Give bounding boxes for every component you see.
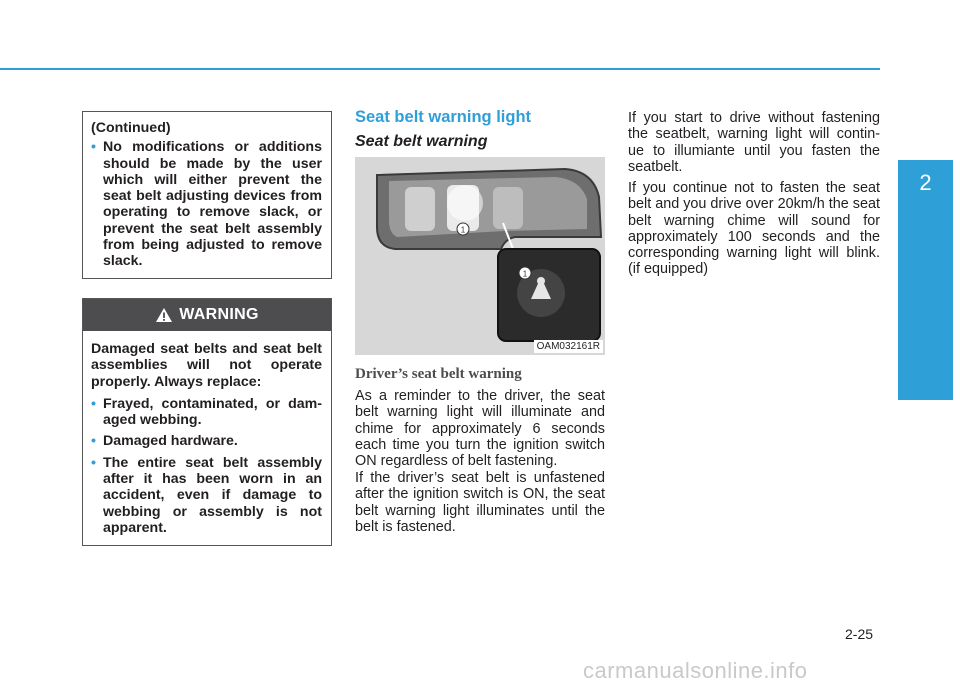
driver-paragraph-2: If the driver’s seat belt is unfastened after the ignition switch is ON, the seat belt warning light illuminates until the belt is fastened. [355, 470, 605, 535]
bullet-icon: • [91, 139, 96, 156]
continued-note-box [82, 111, 332, 279]
right-paragraph-1: If you start to drive without fastening the seatbelt, warning light will contin- ue to illumiante until you fasten the seatbelt. [628, 110, 880, 175]
list-item: • The entire seat belt assembly after it has been worn in an accident, even if damage to webbing or assembly is not apparent. [91, 454, 322, 536]
warning-intro: Damaged seat belts and seat belt assemblies will not operate properly. Always replace: [91, 341, 322, 390]
bullet-icon: • [91, 395, 96, 412]
warning-body [83, 331, 331, 549]
list-item: • Frayed, contaminated, or dam- aged webbing. [91, 395, 322, 429]
figure-caption: OAM032161R [534, 340, 603, 353]
inset-callout: 1 [522, 269, 528, 279]
right-paragraph-2: If you continue not to fasten the seat belt and you drive over 20km/h the seat belt warning chime will sound for approximately 100 seconds and the corresponding warning light will blink. (if equipped) [628, 180, 880, 278]
section-subtitle: Seat belt warning [355, 133, 488, 150]
continued-bullets [91, 139, 322, 269]
car-interior-illustration [355, 157, 605, 355]
watermark: carmanualsonline.info [583, 658, 808, 683]
bullet-icon: • [91, 433, 96, 450]
warning-header [83, 299, 331, 331]
driver-warning-heading: Driver’s seat belt warning [355, 366, 522, 382]
list-item: • No modifications or additions should be made by the user which will either prevent the seat belt adjusting devices from operating to remove slack, or prevent the seat belt assembly from being adjusted to remove slack. [91, 139, 322, 270]
warning-bullets [91, 396, 322, 536]
page-number: 2-25 [845, 626, 874, 642]
continued-title: (Continued) [91, 120, 171, 136]
warning-label: WARNING [179, 306, 259, 323]
chapter-title: Safety system of your vehicle [917, 204, 933, 396]
top-rule [0, 68, 880, 70]
chapter-number: 2 [898, 160, 953, 206]
list-item: • Damaged hardware. [91, 433, 238, 450]
warning-triangle-icon [155, 307, 173, 323]
bullet-icon: • [91, 454, 96, 471]
seat-belt-figure [355, 157, 605, 355]
section-title: Seat belt warning light [355, 108, 532, 126]
driver-paragraph-1: As a reminder to the driver, the seat belt warning light will illuminate and chime for approximately 6 seconds each time you turn the ignition switch ON regardless of belt fastening. [355, 388, 605, 470]
warning-box [82, 298, 332, 546]
figure-callout: 1 [460, 225, 466, 235]
